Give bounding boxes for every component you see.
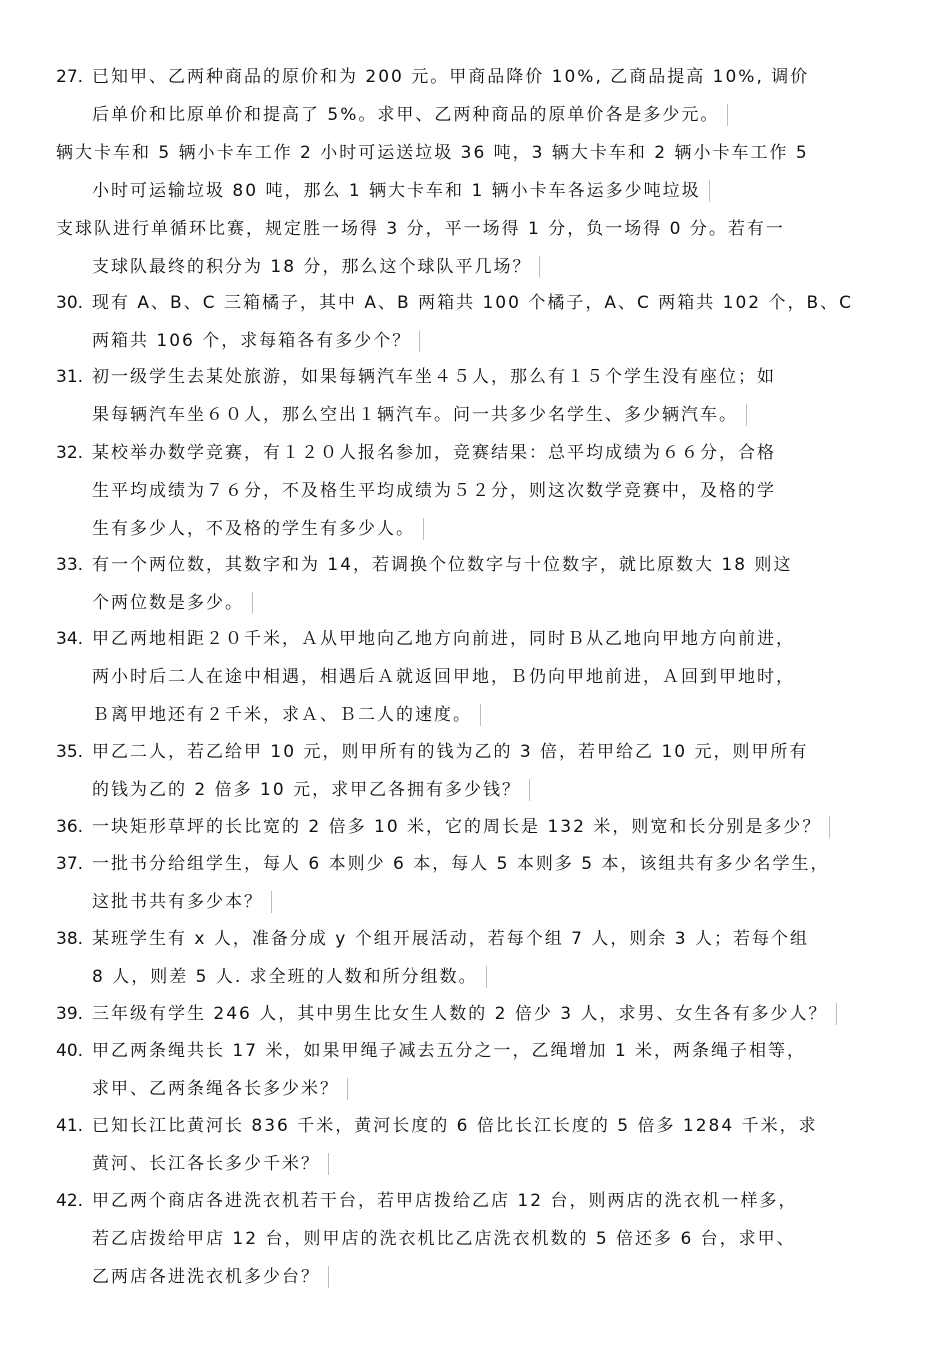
- problem-number: 34.: [56, 629, 84, 649]
- text-cursor-mark: [328, 1153, 329, 1175]
- problem-line: [56, 696, 890, 734]
- problem-text: 黄河、长江各长多少千米？: [92, 1154, 320, 1174]
- problem-line: [56, 584, 890, 622]
- problem-line: [56, 1032, 890, 1070]
- text-cursor-mark: [423, 518, 424, 540]
- problem-text: 小时可运输垃圾 80 吨，那么 1 辆大卡车和 1 辆小卡车各运多少吨垃圾: [92, 181, 701, 201]
- problem-text: 乙两店各进洗衣机多少台？: [92, 1267, 320, 1287]
- problem-text: 现有 A、B、C 三箱橘子，其中 A、B 两箱共 100 个橘子，A、C 两箱共 102 个，B、C: [92, 293, 854, 313]
- problem-number: 36.: [56, 817, 84, 837]
- problem-line: [56, 808, 890, 846]
- problem-line: [56, 733, 890, 771]
- text-cursor-mark: [709, 180, 710, 202]
- problem-41: [56, 1107, 890, 1183]
- problem-line: [56, 210, 890, 248]
- problem-40: [56, 1032, 890, 1108]
- problem-number: 41.: [56, 1116, 84, 1136]
- text-cursor-mark: [480, 704, 481, 726]
- problem-line: [56, 322, 890, 360]
- text-cursor-mark: [539, 256, 540, 278]
- problem-text: 生有多少人，不及格的学生有多少人。: [92, 519, 415, 539]
- problem-line: [56, 248, 890, 286]
- problem-text: 三年级有学生 246 人，其中男生比女生人数的 2 倍少 3 人，求男、女生各有多少人？: [92, 1004, 828, 1024]
- problem-line: [56, 1070, 890, 1108]
- problem-text: 一块矩形草坪的长比宽的 2 倍多 10 米，它的周长是 132 米，则宽和长分别是多少？: [92, 817, 822, 837]
- problem-line: [56, 134, 890, 172]
- problem-31: [56, 358, 890, 434]
- problem-38: [56, 920, 890, 996]
- problem-line: [56, 658, 890, 696]
- text-cursor-mark: [836, 1003, 837, 1025]
- problem-number: 37.: [56, 854, 84, 874]
- text-cursor-mark: [328, 1266, 329, 1288]
- text-cursor-mark: [727, 104, 728, 126]
- problem-text: 个两位数是多少。: [92, 593, 244, 613]
- text-cursor-mark: [347, 1078, 348, 1100]
- problem-line: [56, 1107, 890, 1145]
- problem-text: 有一个两位数，其数字和为 14，若调换个位数字与十位数字，就比原数大 18 则这: [92, 555, 793, 575]
- problem-number: 33.: [56, 555, 84, 575]
- problem-number: 42.: [56, 1191, 84, 1211]
- problem-text: 某校举办数学竞赛，有１２０人报名参加，竞赛结果：总平均成绩为６６分，合格: [92, 443, 776, 463]
- problem-line: [56, 510, 890, 548]
- problem-line: [56, 96, 890, 134]
- problem-line: [56, 434, 890, 472]
- problem-text: 已知甲、乙两种商品的原价和为 200 元。甲商品降价 10%, 乙商品提高 10%, 调价: [92, 67, 810, 87]
- problem-line: [56, 995, 890, 1033]
- text-cursor-mark: [529, 779, 530, 801]
- problem-text: 两小时后二人在途中相遇，相遇后Ａ就返回甲地，Ｂ仍向甲地前进，Ａ回到甲地时，: [92, 667, 795, 687]
- problem-line: [56, 845, 890, 883]
- problem-line: [56, 58, 890, 96]
- problem-text: 初一级学生去某处旅游，如果每辆汽车坐４５人，那么有１５个学生没有座位；如: [92, 367, 776, 387]
- problem-35: [56, 733, 890, 809]
- problem-line: [56, 472, 890, 510]
- problem-text: Ｂ离甲地还有２千米，求Ａ、Ｂ二人的速度。: [92, 705, 472, 725]
- problem-number: 32.: [56, 443, 84, 463]
- problem-text: 支球队最终的积分为 18 分，那么这个球队平几场？: [92, 257, 532, 277]
- problem-line: [56, 396, 890, 434]
- problem-line: [56, 546, 890, 584]
- problem-text: 这批书共有多少本？: [92, 892, 263, 912]
- problem-number: 40.: [56, 1041, 84, 1061]
- problem-line: [56, 1220, 890, 1258]
- problem-line: [56, 1258, 890, 1296]
- problem-number: 39.: [56, 1004, 84, 1024]
- text-cursor-mark: [829, 816, 830, 838]
- problem-28: [56, 134, 890, 210]
- problem-text: 求甲、乙两条绳各长多少米？: [92, 1079, 339, 1099]
- problem-29: [56, 210, 890, 286]
- problem-text: 甲乙两条绳共长 17 米，如果甲绳子减去五分之一，乙绳增加 1 米，两条绳子相等，: [92, 1041, 807, 1061]
- problem-text: 若乙店拨给甲店 12 台，则甲店的洗衣机比乙店洗衣机数的 5 倍还多 6 台，求甲、: [92, 1229, 796, 1249]
- problem-text: 甲乙二人，若乙给甲 10 元，则甲所有的钱为乙的 3 倍，若甲给乙 10 元，则甲所有: [92, 742, 809, 762]
- problem-text: 甲乙两地相距２０千米，Ａ从甲地向乙地方向前进，同时Ｂ从乙地向甲地方向前进，: [92, 629, 795, 649]
- problem-42: [56, 1182, 890, 1296]
- problem-line: [56, 883, 890, 921]
- problem-line: [56, 771, 890, 809]
- problem-line: [56, 920, 890, 958]
- problem-32: [56, 434, 890, 548]
- problem-33: [56, 546, 890, 622]
- problem-36: [56, 808, 890, 846]
- problem-line: [56, 172, 890, 210]
- text-cursor-mark: [271, 891, 272, 913]
- problem-line: [56, 284, 890, 322]
- problem-number: 30.: [56, 293, 84, 313]
- problem-number: 35.: [56, 742, 84, 762]
- problem-text: 辆大卡车和 5 辆小卡车工作 2 小时可运送垃圾 36 吨，3 辆大卡车和 2 辆小卡车工作 5: [56, 143, 809, 163]
- problem-number: 27.: [56, 67, 84, 87]
- problem-line: [56, 1182, 890, 1220]
- problem-text: 8 人，则差 5 人. 求全班的人数和所分组数。: [92, 967, 478, 987]
- problem-line: [56, 620, 890, 658]
- problem-text: 一批书分给组学生，每人 6 本则少 6 本，每人 5 本则多 5 本，该组共有多少名学生，: [92, 854, 830, 874]
- problem-text: 的钱为乙的 2 倍多 10 元，求甲乙各拥有多少钱？: [92, 780, 522, 800]
- problem-line: [56, 358, 890, 396]
- problem-text: 已知长江比黄河长 836 千米，黄河长度的 6 倍比长江长度的 5 倍多 1284 千米，求: [92, 1116, 818, 1136]
- problem-number: 31.: [56, 367, 84, 387]
- problem-27: [56, 58, 890, 134]
- problem-39: [56, 995, 890, 1033]
- problem-text: 生平均成绩为７６分，不及格生平均成绩为５２分，则这次数学竞赛中，及格的学: [92, 481, 776, 501]
- problem-text: 两箱共 106 个，求每箱各有多少个？: [92, 331, 412, 351]
- problem-line: [56, 1145, 890, 1183]
- problem-34: [56, 620, 890, 734]
- text-cursor-mark: [486, 966, 487, 988]
- text-cursor-mark: [419, 330, 420, 352]
- problem-text: 支球队进行单循环比赛，规定胜一场得 3 分，平一场得 1 分，负一场得 0 分。若有一: [56, 219, 785, 239]
- problem-text: 甲乙两个商店各进洗衣机若干台，若甲店拨给乙店 12 台，则两店的洗衣机一样多，: [92, 1191, 798, 1211]
- problem-number: 38.: [56, 929, 84, 949]
- problem-text: 后单价和比原单价和提高了 5%。求甲、乙两种商品的原单价各是多少元。: [92, 105, 720, 125]
- problem-text: 某班学生有 x 人，准备分成 y 个组开展活动，若每个组 7 人，则余 3 人；若每个组: [92, 929, 809, 949]
- text-cursor-mark: [746, 404, 747, 426]
- problem-30: [56, 284, 890, 360]
- problem-line: [56, 958, 890, 996]
- problem-37: [56, 845, 890, 921]
- problem-text: 果每辆汽车坐６０人，那么空出１辆汽车。问一共多少名学生、多少辆汽车。: [92, 405, 738, 425]
- text-cursor-mark: [252, 592, 253, 614]
